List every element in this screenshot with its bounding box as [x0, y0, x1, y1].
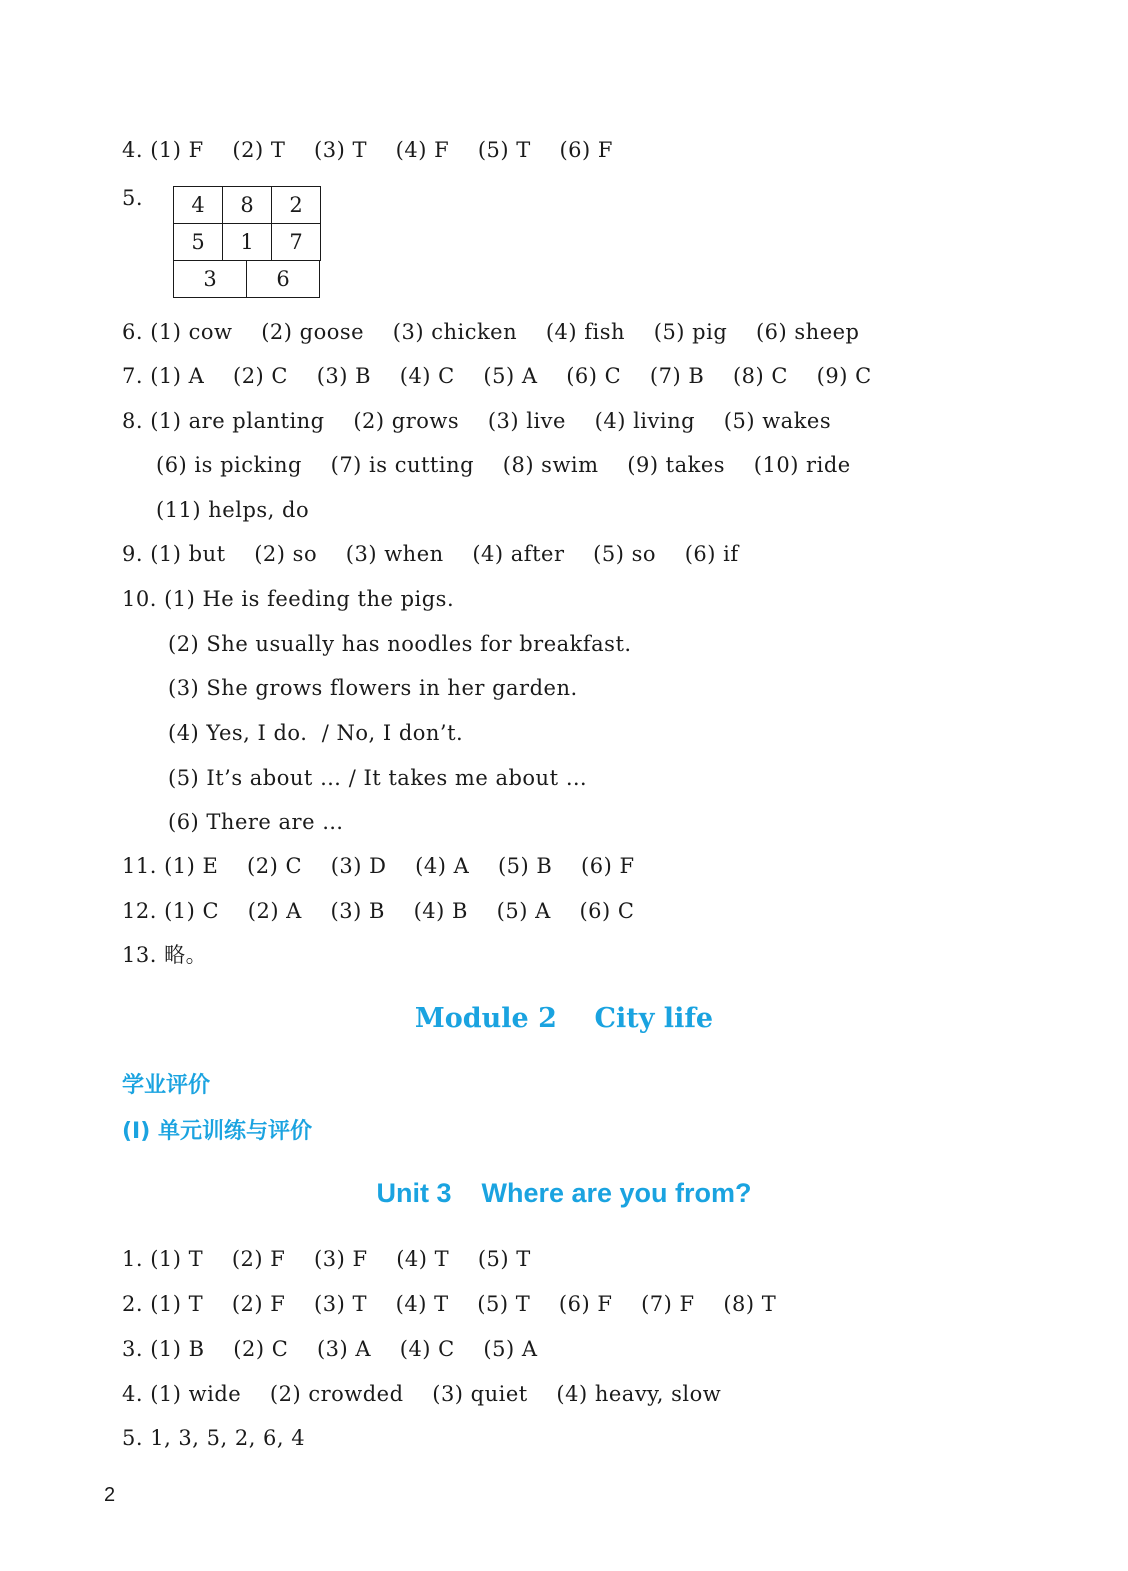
- unit-answer-q1: 1. (1) T (2) F (3) F (4) T (5) T: [122, 1247, 531, 1271]
- answer-q4: 4. (1) F (2) T (3) T (4) F (5) T (6) F: [122, 138, 613, 162]
- answer-q9: 9. (1) but (2) so (3) when (4) after (5) so (6) if: [122, 542, 739, 566]
- grid-cell: 8: [223, 187, 272, 224]
- answer-q10-line2: (2) She usually has noodles for breakfast.: [168, 632, 632, 656]
- answer-q10-line5: (5) It’s about … / It takes me about …: [168, 766, 588, 790]
- answer-q8-line2: (6) is picking (7) is cutting (8) swim (9) takes (10) ride: [156, 453, 851, 477]
- unit-answer-q5: 5. 1, 3, 5, 2, 6, 4: [122, 1426, 306, 1450]
- unit-answer-q2: 2. (1) T (2) F (3) T (4) T (5) T (6) F (7) F (8) T: [122, 1292, 777, 1316]
- grid-cell: 1: [223, 224, 272, 261]
- answer-q10-line4: (4) Yes, I do. / No, I don’t.: [168, 721, 464, 745]
- unit-answer-q3: 3. (1) B (2) C (3) A (4) C (5) A: [122, 1337, 538, 1361]
- grid-cell: 6: [247, 261, 320, 298]
- answer-q8-line1: 8. (1) are planting (2) grows (3) live (4) living (5) wakes: [122, 409, 832, 433]
- grid-row: [174, 187, 321, 224]
- grid-cell: 5: [174, 224, 223, 261]
- grid-cell: 3: [174, 261, 247, 298]
- answer-q7: 7. (1) A (2) C (3) B (4) C (5) A (6) C (7) B (8) C (9) C: [122, 364, 872, 388]
- grid-cell: 2: [272, 187, 321, 224]
- grid-row: [174, 224, 321, 261]
- grid-row: [174, 261, 320, 298]
- section-heading: 学业评价: [122, 1073, 211, 1098]
- page-number: 2: [104, 1484, 116, 1506]
- unit-title: Unit 3 Where are you from?: [376, 1178, 752, 1208]
- magic-square-grid-bottom: [173, 260, 320, 298]
- answer-q11: 11. (1) E (2) C (3) D (4) A (5) B (6) F: [122, 854, 635, 878]
- module-title: Module 2 City life: [414, 1003, 714, 1034]
- answer-q8-line3: (11) helps, do: [156, 498, 310, 522]
- unit-answer-q4: 4. (1) wide (2) crowded (3) quiet (4) heavy, slow: [122, 1382, 722, 1406]
- answer-q10-line6: (6) There are …: [168, 810, 344, 834]
- grid-cell: 4: [174, 187, 223, 224]
- magic-square-grid: [173, 186, 321, 261]
- answer-q6: 6. (1) cow (2) goose (3) chicken (4) fish (5) pig (6) sheep: [122, 320, 860, 344]
- subsection-heading: (Ⅰ) 单元训练与评价: [122, 1119, 312, 1144]
- answer-q5-label: 5.: [122, 186, 144, 210]
- answer-q13: 13. 略。: [122, 943, 208, 967]
- grid-cell: 7: [272, 224, 321, 261]
- answer-q12: 12. (1) C (2) A (3) B (4) B (5) A (6) C: [122, 899, 635, 923]
- answer-q10-line1: 10. (1) He is feeding the pigs.: [122, 587, 455, 611]
- answer-q10-line3: (3) She grows flowers in her garden.: [168, 676, 578, 700]
